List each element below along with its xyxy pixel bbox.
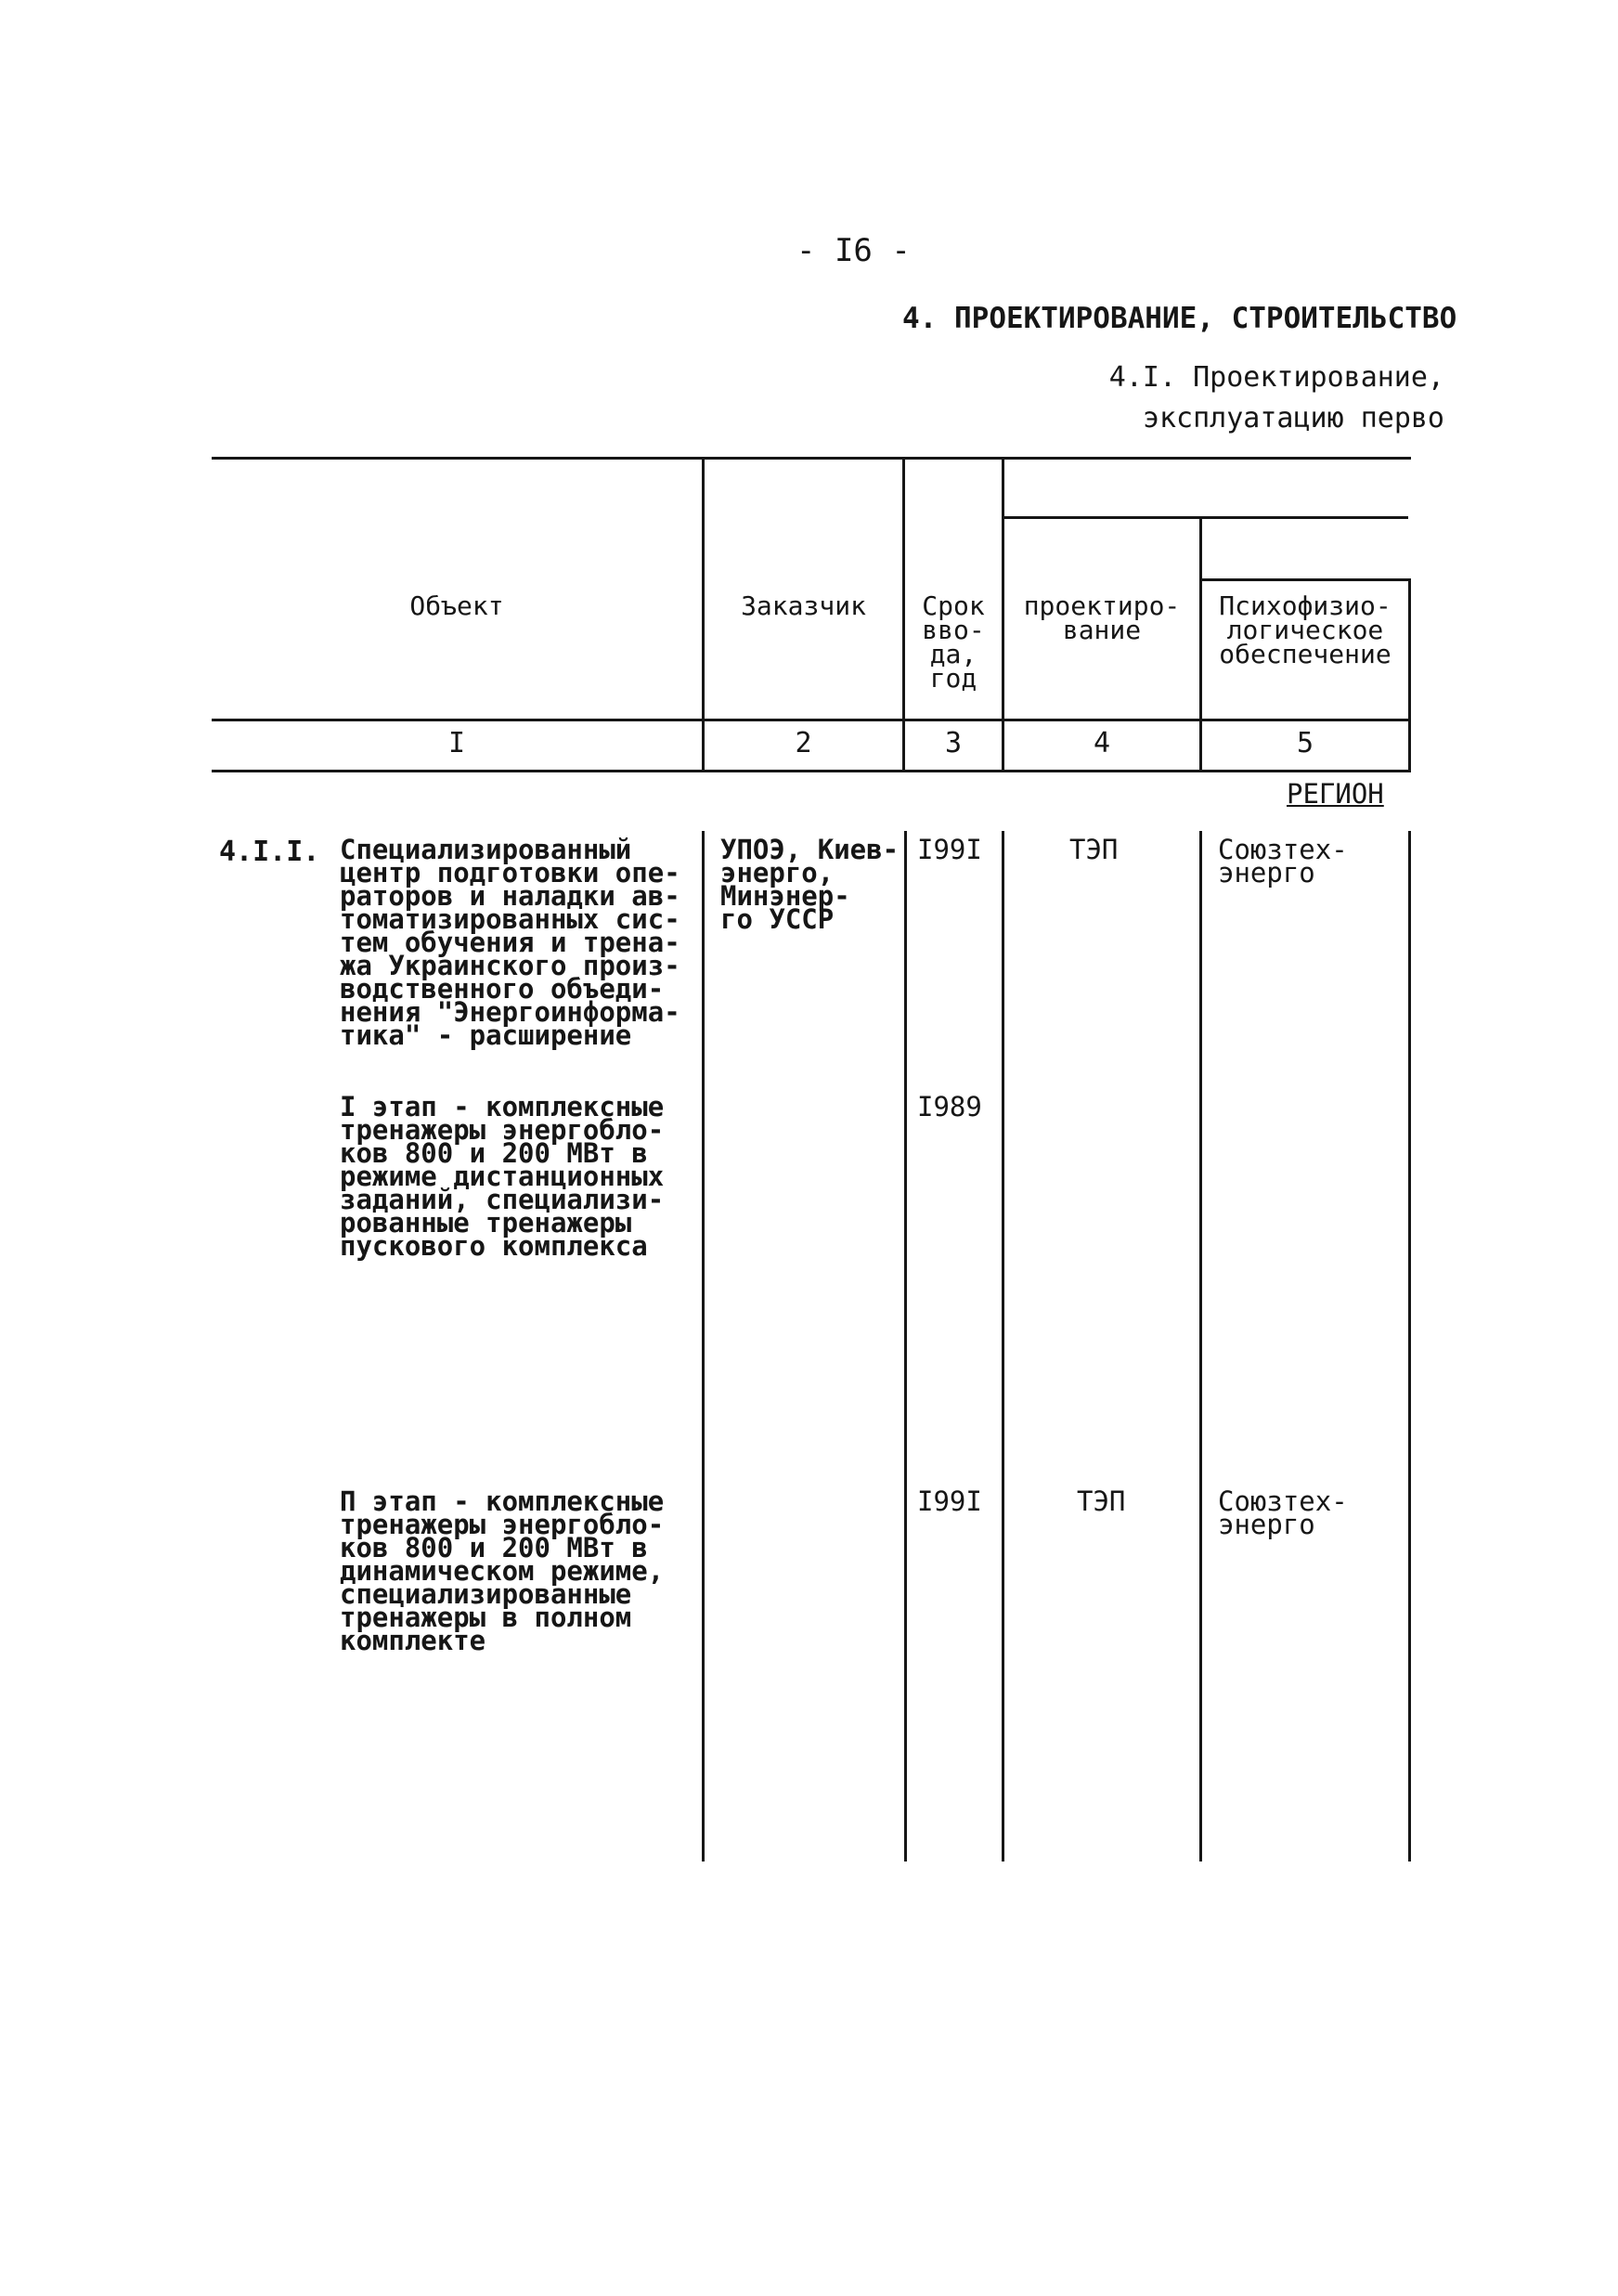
stage1-term: I989 xyxy=(917,1091,982,1122)
section-title: 4. ПРОЕКТИРОВАНИЕ, СТРОИТЕЛЬСТВО xyxy=(902,302,1457,335)
stage2-term: I99I xyxy=(917,1485,982,1517)
colnum-3: 3 xyxy=(944,727,963,759)
header-bottom-rule xyxy=(212,719,1411,721)
header-psycho: Психофизио- логическое обеспечение xyxy=(1219,590,1391,669)
stage1-object: I этап - комплексные тренажеры энергобло- ков 800 и 200 МВт в режиме дистанционных заданий, специализи- рованные тренажеры пускового комплекса xyxy=(340,1091,665,1262)
header-term: Срок вво- да, год xyxy=(922,590,985,694)
table-right-border xyxy=(1408,578,1411,772)
stage2-psycho: Союзтех- энерго xyxy=(1218,1485,1348,1540)
subsection-title-line2: эксплуатацию перво xyxy=(1142,402,1444,435)
group-header-rule xyxy=(1003,516,1408,519)
stage2-object: П этап - комплексные тренажеры энергобло- ков 800 и 200 МВт в динамическом режиме, специализированные тренажеры в полном комплекте xyxy=(340,1485,665,1656)
stage2-design: ТЭП xyxy=(1077,1485,1126,1517)
psycho-header-top-rule xyxy=(1200,578,1409,581)
colnum-5: 5 xyxy=(1296,727,1314,759)
header-object: Объект xyxy=(409,590,504,621)
colnum-1: I xyxy=(447,727,466,759)
colnum-2: 2 xyxy=(795,727,812,759)
body-right-border xyxy=(1408,831,1411,1861)
subsection-title-line1: 4.I. Проектирование, xyxy=(1108,361,1444,394)
body-divider-1 xyxy=(702,831,705,1861)
colnum-bottom-rule xyxy=(212,770,1411,772)
row-number: 4.I.I. xyxy=(219,836,320,868)
colnum-4: 4 xyxy=(1093,727,1111,759)
region-label: РЕГИОН xyxy=(1287,778,1384,810)
header-customer: Заказчик xyxy=(741,590,866,621)
subsection-title xyxy=(1109,357,1444,439)
row-customer: УПОЭ, Киев- энерго, Минэнер- го УССР xyxy=(720,834,900,935)
page-number: - I6 - xyxy=(796,232,911,269)
body-divider-3 xyxy=(1002,831,1004,1861)
row-term: I99I xyxy=(917,834,982,865)
body-divider-4 xyxy=(1199,831,1202,1861)
body-divider-2 xyxy=(904,831,907,1861)
row-object: Специализированный центр подготовки опе- раторов и наладки ав- томатизированных сис- тем обучения и трена- жа Украинского произ- водственного объеди- нения "Энергоинформа- тика" - расширение xyxy=(340,834,680,1051)
row-psycho: Союзтех- энерго xyxy=(1218,834,1348,889)
header-design: проектиро- вание xyxy=(1023,590,1181,645)
table-top-rule xyxy=(212,457,1411,460)
row-design: ТЭП xyxy=(1069,834,1119,865)
